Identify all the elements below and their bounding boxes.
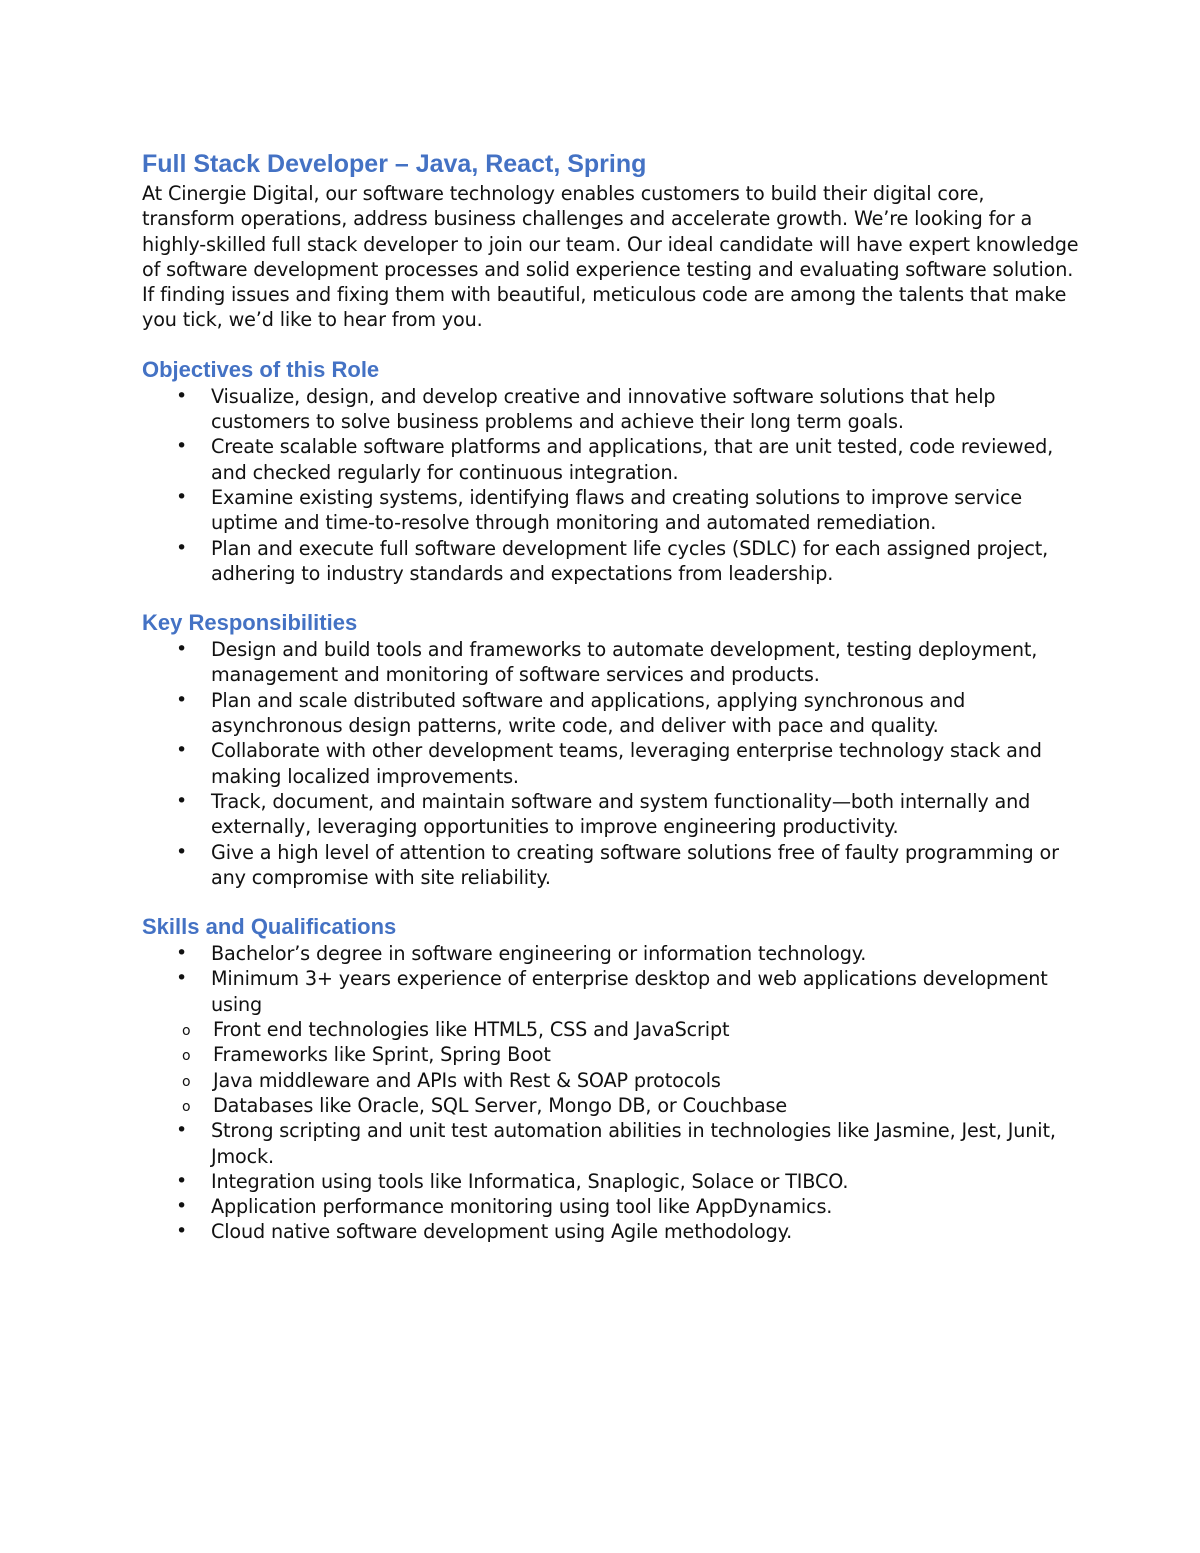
bullet-icon: •: [176, 1169, 188, 1192]
sub-bullet-icon: o: [182, 1073, 191, 1090]
bullet-icon: •: [176, 1220, 188, 1243]
sub-bullet-icon: o: [182, 1048, 191, 1065]
list-item: • Plan and scale distributed software and applications, applying synchronous and asynchronous design patterns, write code, and deliver with pace and quality.: [176, 688, 966, 738]
sub-bullet-icon: o: [182, 1098, 191, 1115]
list-item: • Plan and execute full software development life cycles (SDLC) for each assigned project, adhering to industry standards and expectations from leadership.: [176, 536, 1049, 585]
list-item: • Give a high level of attention to creating software solutions free of faulty programming or any compromise with site reliability.: [176, 840, 1059, 889]
skills-list: [142, 941, 1082, 1017]
list-item: • Integration using tools like Informatica, Snaplogic, Solace or TIBCO.: [176, 1169, 849, 1193]
bullet-icon: •: [176, 1195, 188, 1218]
sub-list-item: o Front end technologies like HTML5, CSS and JavaScript: [142, 1017, 1082, 1042]
list-item: • Minimum 3+ years experience of enterprise desktop and web applications development using: [176, 967, 1048, 1016]
intro-paragraph: At Cinergie Digital, our software technology enables customers to build their digital core, transform operations, address business challenges and accelerate growth. We’re looking for a highly-skilled full stack developer to join our team. Our ideal candidate will have expert knowledge of software development processes and solid experience testing and evaluating software solution. If finding issues and fixing them with beautiful, meticulous code are among the talents that make you tick, we’d like to hear from you.: [142, 182, 1079, 332]
responsibilities-heading: Key Responsibilities: [142, 610, 358, 636]
responsibilities-list: [142, 637, 1082, 890]
sub-list-item: o Java middleware and APIs with Rest & SOAP protocols: [142, 1068, 1082, 1093]
list-item: • Application performance monitoring using tool like AppDynamics.: [176, 1195, 833, 1219]
sub-list-item: o Frameworks like Sprint, Spring Boot: [142, 1042, 1082, 1067]
skills-heading: Skills and Qualifications: [142, 914, 397, 940]
list-item: • Track, document, and maintain software and system functionality—both internally and externally, leveraging opportunities to improve engineering productivity.: [176, 789, 1031, 839]
document-page: [142, 147, 1082, 1245]
bullet-icon: •: [176, 638, 188, 661]
sub-list-item: o Databases like Oracle, SQL Server, Mongo DB, or Couchbase: [142, 1093, 1082, 1118]
bullet-icon: •: [176, 384, 188, 407]
list-item: • Design and build tools and frameworks to automate development, testing deployment, management and monitoring of software services and products.: [176, 638, 1038, 687]
bullet-icon: •: [176, 789, 188, 812]
objectives-list: [142, 384, 1082, 586]
list-item: • Strong scripting and unit test automation abilities in technologies like Jasmine, Jest, Junit, Jmock.: [176, 1119, 1056, 1168]
bullet-icon: •: [176, 485, 188, 508]
list-item: • Visualize, design, and develop creative and innovative software solutions that help customers to solve business problems and achieve their long term goals.: [176, 384, 996, 434]
bullet-icon: •: [176, 739, 188, 762]
list-item: • Collaborate with other development teams, leveraging enterprise technology stack and making localized improvements.: [176, 739, 1042, 788]
list-item: • Examine existing systems, identifying flaws and creating solutions to improve service uptime and time-to-resolve through monitoring and automated remediation.: [176, 485, 1022, 535]
bullet-icon: •: [176, 840, 188, 863]
bullet-icon: •: [176, 536, 188, 559]
bullet-icon: •: [176, 942, 188, 965]
bullet-icon: •: [176, 967, 188, 990]
sub-bullet-icon: o: [182, 1023, 191, 1040]
page-title: Full Stack Developer – Java, React, Spring: [142, 150, 647, 178]
bullet-icon: •: [176, 688, 188, 711]
list-item: • Cloud native software development using Agile methodology.: [176, 1220, 793, 1244]
objectives-heading: Objectives of this Role: [142, 356, 380, 382]
bullet-icon: •: [176, 1119, 188, 1142]
skills-sub-list: [142, 1017, 1082, 1118]
skills-list-continued: [142, 1118, 1082, 1244]
list-item: • Bachelor’s degree in software engineering or information technology.: [176, 942, 867, 966]
bullet-icon: •: [176, 435, 188, 458]
list-item: • Create scalable software platforms and applications, that are unit tested, code reviewed, and checked regularly for continuous integration.: [176, 435, 1054, 484]
